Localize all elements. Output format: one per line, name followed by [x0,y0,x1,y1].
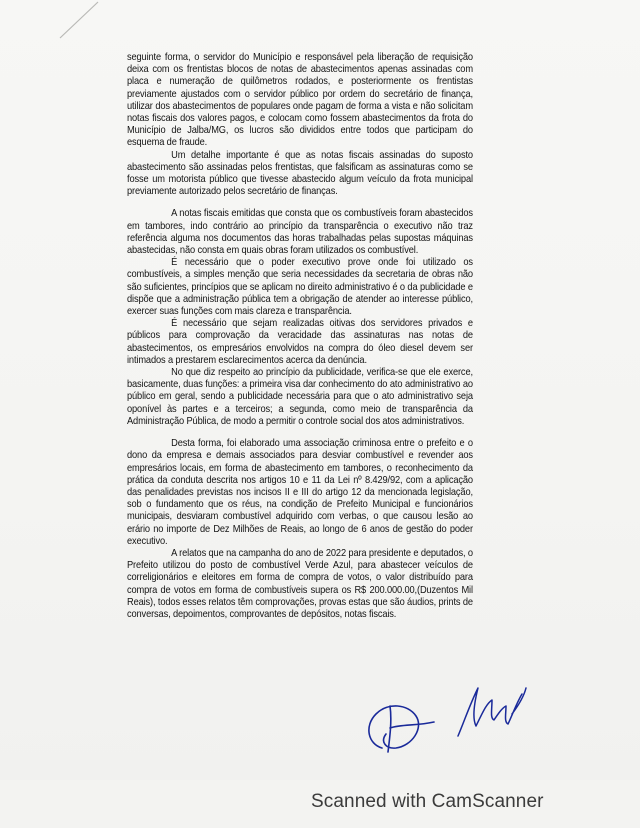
paragraph-7: Desta forma, foi elaborado uma associação criminosa entre o prefeito e o dono da empresa e demais associados para desviar combustível e revender aos empresários locais, em forma de abastecimento em tambores, o reconhecimento da prática da conduta descrita nos artigos 10 e 11 da Lei nº 8.429/92, com a aplicação das penalidades previstas nos incisos II e III do artigo 12 da mencionada legislação, sob o fundamento que os réus, na condição de Prefeito Municipal e funcionários municipais, desviaram combustível adquirido com verbas, o que causou lesão ao erário no importe de Dez Milhões de Reais, ao longo de 6 anos de gestão do poder executivo. [127,438,473,547]
paragraph-5: É necessário que sejam realizadas oitivas dos servidores privados e públicos para comprovação da veracidade das assinaturas nas notas de abastecimentos, os empresários envolvidos na compra do óleo diesel devem ser intimados a prestarem esclarecimentos acerca da denúncia. [127,318,473,366]
paragraph-3: A notas fiscais emitidas que consta que os combustíveis foram abastecidos em tambores, indo contrário ao princípio da transparência o executivo não traz referência alguma nos documentos das horas trabalhadas pelas supostas máquinas abastecidas, não consta em quais obras foram utilizados os combustível. [127,208,473,257]
paragraph-2: Um detalhe importante é que as notas fiscais assinadas do suposto abastecimento são assinadas pelos frentistas, que falsificam as assinaturas como se fosse um motorista público que tivesse abastecido algum veículo da frota municipal previamente autorizado pelos secretário de finanças. [127,149,473,198]
page-fold-mark [58,0,118,40]
document-body [127,52,473,621]
signature-2 [452,674,532,744]
paragraph-4: É necessário que o poder executivo prove onde foi utilizado os combustíveis, a simples menção que seria necessidades da secretaria de obras não são suficientes, princípios que se aplicam no direito administrativo é o da publicidade e dispõe que a administração pública tem a obrigação de atender ao interesse público, exercer suas funções com mais clareza e transparência. [127,257,473,318]
camscanner-watermark: Scanned with CamScanner [311,791,544,812]
paragraph-8: A relatos que na campanha do ano de 2022 para presidente e deputados, o Prefeito utilizou do posto de combustível Verde Azul, para abastecer veículos de correligionários e eleitores em forma de compra de votos, o valor distribuído para compra de votos em forma de combustíveis supera os R$ 200.000.00,(Duzentos Mil Reais), todos esses relatos têm comprovações, provas estas que são áudios, prints de conversas, depoimentos, comprovantes de depósitos, notas fiscais. [127,547,473,620]
signature-1 [360,686,444,762]
paragraph-1: seguinte forma, o servidor do Município e responsável pela liberação de requisição deixa com os frentistas blocos de notas de abastecimentos apenas assinadas com placa e numeração de quilômetros rodados, e posteriormente os frentistas previamente ajustados com o servidor público por ordem do secretário de finança, utilizar dos abastecimentos de populares onde pagam de forma a vista e não solicitam notas fiscais dos valores pagos, e colocam como fossem abastecimentos da frota do Município de Jalba/MG, os lucros são divididos entre todos que participam do esquema de fraude. [127,52,473,149]
paragraph-6: No que diz respeito ao princípio da publicidade, verifica-se que ele exerce, basicamente, duas funções: a primeira visa dar conhecimento do ato administrativo ao público em geral, sendo a publicidade necessária para que o ato administrativo seja oponível às partes e a terceiros; a segunda, como meio de transparência da Administração Pública, de modo a permitir o controle social dos atos administrativos. [127,367,473,427]
